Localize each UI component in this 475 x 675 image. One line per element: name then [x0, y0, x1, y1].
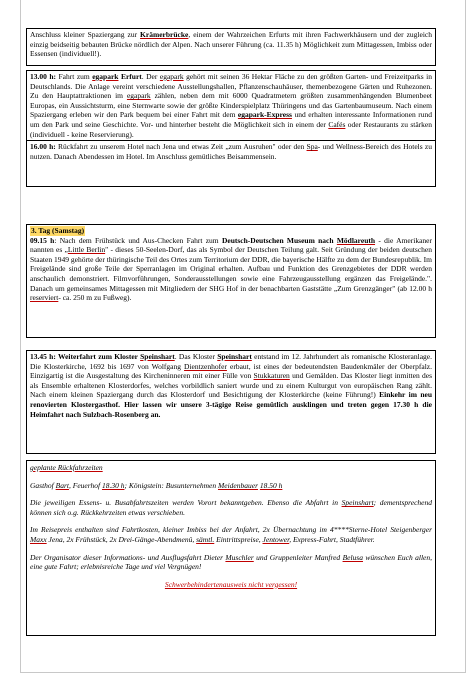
day3-box	[26, 224, 436, 338]
organizer-note: Der Organisator dieser Informations- und Ausflugsfahrt Dieter Muschler und Gruppenleiter Manfred Belusa wünschen Euch allen, eine gute Fahrt; erlebnisreiche Tage und viel Vergnügen!	[30, 552, 432, 572]
kloster-box	[26, 350, 436, 454]
disability-id-reminder: Schwerbehindertenausweis nicht vergessen!	[164, 579, 298, 589]
museum-paragraph: 09.15 h: Nach dem Frühstück und Aus-Checken Fahrt zum Deutsch-Deutschen Museum nach Mödlareuth - die Amerikaner nannten es „Little Berlin" - dieses 50-Seelen-Dorf, das als Symbol der Deutschen Teilung galt. Seit Gründung der beiden deutschen Staaten 1949 gehörte der thüringische Teil des Ortes zum Territorium der DDR, die bayerische Hälfte zu dem der Bundesrepublik. Im Freigelände sind große Teile der Sperranlagen im Original erhalten. Aufbau und Funktion des Grenzgebietes der DDR werden anschaulich demonstriert. Filmvorführungen, Sonderausstellungen sowie eine Fahrzeugausstellung ergänzen das Freigelände.". Danach um gemeinsames Mittagessen mit Mitgliedern der SHG Hof in der benachbarten Gaststätte „Zum Grenzgänger" (ab 12.00 h reserviert- ca. 250 m zu Fußweg).	[30, 235, 432, 303]
egapark-paragraph: 13.00 h: Fahrt zum egapark Erfurt. Der egapark gehört mit seinen 36 Hektar Fläche zu den größten Garten- und Freizeitparks in Deutschlands. Die Anlage vereint verschiedene Ausstellungshallen, Pflanzenschauhäuser, themenbezogene Gärten und Ruhezonen. Zu den Hauptattraktionen im egapark zählen, neben dem mit 6000 Quadratmetern größten zusammenhängenden Blumenbeet Europas, ein Aussichtsturm, eine Sternwarte sowie der größte Kinderspielplatz Thüringens und das Gartenbaumuseum. Nach einem Spaziergang erleben wir den Park bequem bei einer Fahrt mit dem egapark-Express und erhalten interessante Informationen rund um den Park und seine Geschichte. Vor- und hinterher besteht die Möglichkeit sich in einem der Cafés oder Restaurants zu stärken (individuell - keine Reservierung).	[30, 72, 432, 139]
intro-paragraph-box	[26, 28, 436, 66]
kloster-paragraph: 13.45 h: Weiterfahrt zum Kloster Speinshart. Das Kloster Speinshart entstand im 12. Jahrhundert als romanische Klosteranlage. Die Klosterkirche, 1692 bis 1697 von Wolfgang Dientzenhofer erbaut, ist eines der bedeutendsten Baudenkmäler der Oberpfalz. Einzigartig ist die Ausgestaltung des Kircheninneren mit einer Fülle von Stukkaturen und Gemälden. Das Kloster liegt inmitten des als Ensemble erhaltenen Klosterdorfes, welches vorbildlich saniert wurde und zu einem Kulturgut von europäischen Rang zählt. Nach einem kleinen Spaziergang durch das Klosterdorf und Besichtigung der Klosterkirche (keine Führung!) Einkehr im neu renovierten Klostergasthof. Hier lassen wir unsere 3-tägige Reise gemütlich ausklingen und treten gegen 17.30 h die Heimfahrt nach Sulzbach-Rosenberg an.	[30, 352, 433, 419]
return-times-heading: geplante Rückfahrzeiten	[30, 463, 103, 472]
return-hotel-paragraph: 16.00 h: Rückfahrt zu unserem Hotel nach Jena und etwas Zeit „zum Ausruhen" oder den Spa- und Wellness-Bereich des Hotels zu nutzen. Danach Abendessen im Hotel. Im Anschluss gemütliches Beisammensein.	[30, 142, 433, 161]
return-times-box	[26, 460, 436, 636]
day-3-heading: 3. Tag (Samstag)	[31, 226, 85, 235]
reminder-line	[30, 580, 432, 590]
egapark-time: 13.00 h:	[30, 72, 57, 81]
intro-paragraph: Anschluss kleiner Spaziergang zur Krämerbrücke, einem der Wahrzeichen Erfurts mit ihren Fachwerkhäusern und der zugleich einzig beidseitig bebauten Brücke nördlich der Alpen. Nach unserer Führung (ca. 11.35 h) Möglichkeit zum Mittagessen, Imbiss oder Essensen (individuell!).	[30, 30, 432, 59]
timing-note: Die jeweiligen Essens- u. Busabfahrtszeiten werden Vorort bekanntgeben. Ebenso die Abfahrt in Speinshart; dementsprechend können sich o.g. Rückkehrzeiten etwas verschieben.	[30, 498, 433, 517]
egapark-box	[26, 70, 436, 187]
return-time: 16.00 h:	[30, 142, 56, 152]
kraemerbruecke-link: Krämerbrücke	[140, 30, 189, 39]
return-times-line: Gasthof Bart, Feuerhof 18.30 h; Königstein: Busunternehmen Meidenbauer 18.50 h	[30, 480, 283, 490]
included-services: Im Reisepreis enthalten sind Fahrtkosten, kleiner Imbiss bei der Anfahrt, 2x Übernachtung im 4****Sterne-Hotel Steigenberger Maxx Jena, 2x Frühstück, 2x Drei-Gänge-Abendmenü, sämtl. Eintrittspreise, Jentower, Express-Fahrt, Stadtführer.	[30, 525, 432, 544]
